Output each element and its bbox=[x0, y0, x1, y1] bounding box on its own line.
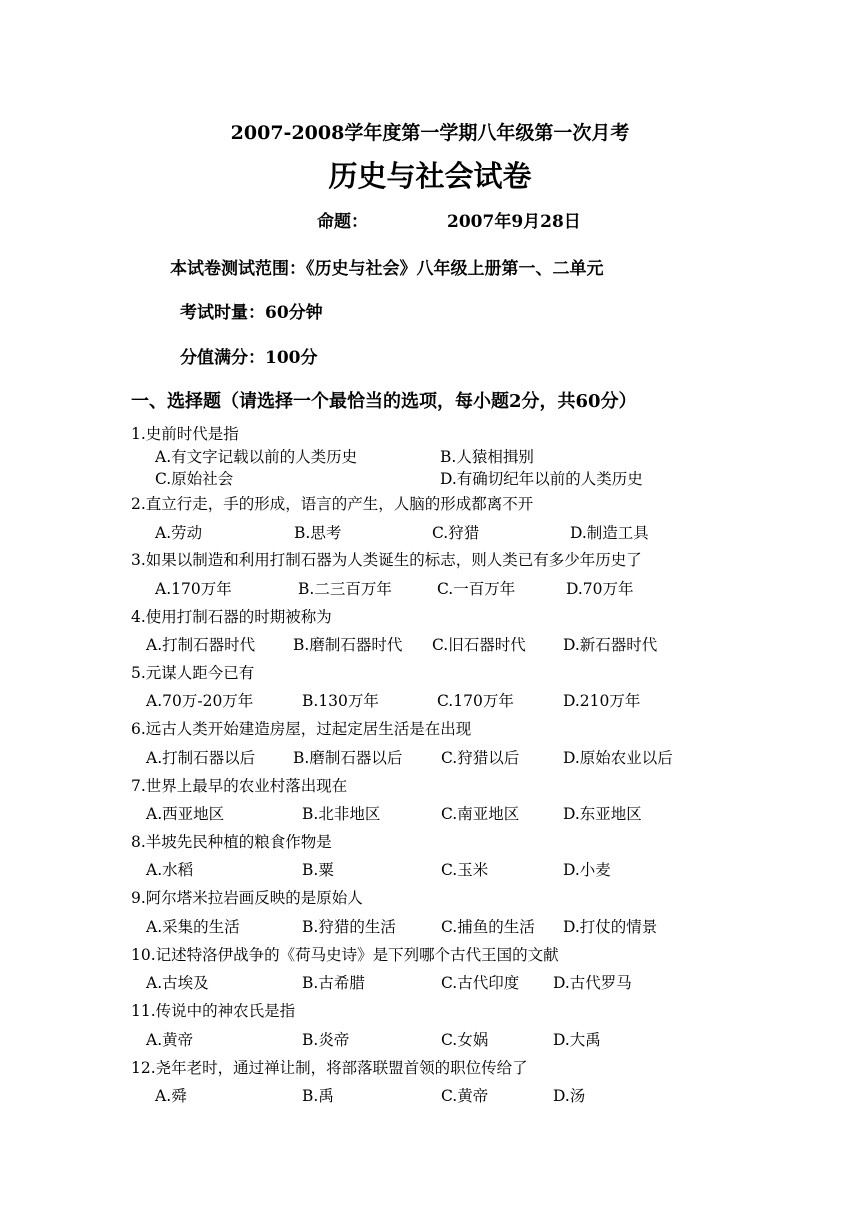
question-6-option-d: D.原始农业以后 bbox=[563, 749, 673, 767]
exam-duration: 考试时量：60分钟 bbox=[180, 303, 323, 323]
question-8-option-b: B.粟 bbox=[302, 861, 334, 879]
author-label: 命题： bbox=[317, 212, 368, 232]
question-10-option-d: D.古代罗马 bbox=[553, 974, 632, 992]
question-5-option-c: C.170万年 bbox=[437, 692, 514, 710]
question-6-option-b: B.磨制石器以后 bbox=[293, 749, 403, 767]
question-2-option-b: B.思考 bbox=[294, 524, 342, 542]
question-10-stem: 10.记述特洛伊战争的《荷马史诗》是下列哪个古代王国的文献 bbox=[131, 946, 559, 964]
question-12-option-a: A.舜 bbox=[155, 1087, 187, 1105]
question-4-option-b: B.磨制石器时代 bbox=[293, 636, 403, 654]
question-3-stem: 3.如果以制造和利用打制石器为人类诞生的标志，则人类已有多少年历史了 bbox=[131, 551, 642, 569]
question-7-option-c: C.南亚地区 bbox=[441, 805, 520, 823]
question-10-option-c: C.古代印度 bbox=[441, 974, 520, 992]
question-12-option-b: B.禹 bbox=[302, 1087, 334, 1105]
question-7-option-a: A.西亚地区 bbox=[146, 805, 225, 823]
question-10-option-a: A.古埃及 bbox=[146, 974, 209, 992]
question-4-option-a: A.打制石器时代 bbox=[146, 636, 256, 654]
question-8-option-a: A.水稻 bbox=[146, 861, 194, 879]
question-3-option-d: D.70万年 bbox=[566, 580, 634, 598]
exam-date: 2007年9月28日 bbox=[447, 212, 581, 232]
question-11-option-b: B.炎帝 bbox=[302, 1031, 350, 1049]
question-6-option-c: C.狩猎以后 bbox=[441, 749, 520, 767]
question-2-stem: 2.直立行走，手的形成，语言的产生，人脑的形成都离不开 bbox=[131, 495, 534, 513]
exam-scope: 本试卷测试范围：《历史与社会》八年级上册第一、二单元 bbox=[170, 259, 604, 279]
question-2-option-d: D.制造工具 bbox=[570, 524, 649, 542]
question-8-stem: 8.半坡先民种植的粮食作物是 bbox=[131, 833, 332, 851]
question-2-option-c: C.狩猎 bbox=[432, 524, 480, 542]
question-7-option-b: B.北非地区 bbox=[302, 805, 381, 823]
question-4-option-d: D.新石器时代 bbox=[563, 636, 658, 654]
question-11-option-c: C.女娲 bbox=[441, 1031, 489, 1049]
question-1-option-d: D.有确切纪年以前的人类历史 bbox=[440, 470, 643, 488]
question-9-option-a: A.采集的生活 bbox=[146, 918, 240, 936]
question-6-stem: 6.远古人类开始建造房屋，过起定居生活是在出现 bbox=[131, 720, 472, 738]
question-7-option-d: D.东亚地区 bbox=[563, 805, 642, 823]
question-11-stem: 11.传说中的神农氏是指 bbox=[131, 1002, 296, 1020]
question-12-option-d: D.汤 bbox=[553, 1087, 586, 1105]
question-1-option-b: B.人猿相揖别 bbox=[440, 448, 534, 466]
question-5-option-d: D.210万年 bbox=[563, 692, 641, 710]
question-4-stem: 4.使用打制石器的时期被称为 bbox=[131, 608, 332, 626]
question-7-stem: 7.世界上最早的农业村落出现在 bbox=[131, 777, 348, 795]
question-1-stem: 1.史前时代是指 bbox=[131, 425, 239, 443]
question-3-option-b: B.二三百万年 bbox=[298, 580, 392, 598]
question-5-stem: 5.元谋人距今已有 bbox=[131, 664, 255, 682]
question-9-option-c: C.捕鱼的生活 bbox=[441, 918, 535, 936]
question-8-option-d: D.小麦 bbox=[563, 861, 611, 879]
question-10-option-b: B.古希腊 bbox=[302, 974, 365, 992]
question-11-option-a: A.黄帝 bbox=[146, 1031, 194, 1049]
question-1-option-a: A.有文字记载以前的人类历史 bbox=[155, 448, 358, 466]
question-4-option-c: C.旧石器时代 bbox=[432, 636, 526, 654]
question-9-option-d: D.打仗的情景 bbox=[563, 918, 658, 936]
question-12-option-c: C.黄帝 bbox=[441, 1087, 489, 1105]
question-1-option-c: C.原始社会 bbox=[155, 470, 234, 488]
question-8-option-c: C.玉米 bbox=[441, 861, 489, 879]
exam-full-score: 分值满分：100分 bbox=[180, 348, 318, 368]
question-5-option-b: B.130万年 bbox=[302, 692, 379, 710]
question-3-option-c: C.一百万年 bbox=[437, 580, 516, 598]
exam-title: 2007-2008学年度第一学期八年级第一次月考 bbox=[230, 122, 630, 144]
question-12-stem: 12.尧年老时，通过禅让制，将部落联盟首领的职位传给了 bbox=[131, 1059, 528, 1077]
question-3-option-a: A.170万年 bbox=[155, 580, 232, 598]
question-2-option-a: A.劳动 bbox=[155, 524, 203, 542]
exam-subtitle: 历史与社会试卷 bbox=[328, 159, 532, 193]
question-6-option-a: A.打制石器以后 bbox=[146, 749, 256, 767]
section-heading: 一、选择题（请选择一个最恰当的选项，每小题2分，共60分） bbox=[131, 391, 637, 412]
question-5-option-a: A.70万-20万年 bbox=[146, 692, 254, 710]
question-11-option-d: D.大禹 bbox=[553, 1031, 601, 1049]
question-9-option-b: B.狩猎的生活 bbox=[302, 918, 396, 936]
question-9-stem: 9.阿尔塔米拉岩画反映的是原始人 bbox=[131, 889, 363, 907]
